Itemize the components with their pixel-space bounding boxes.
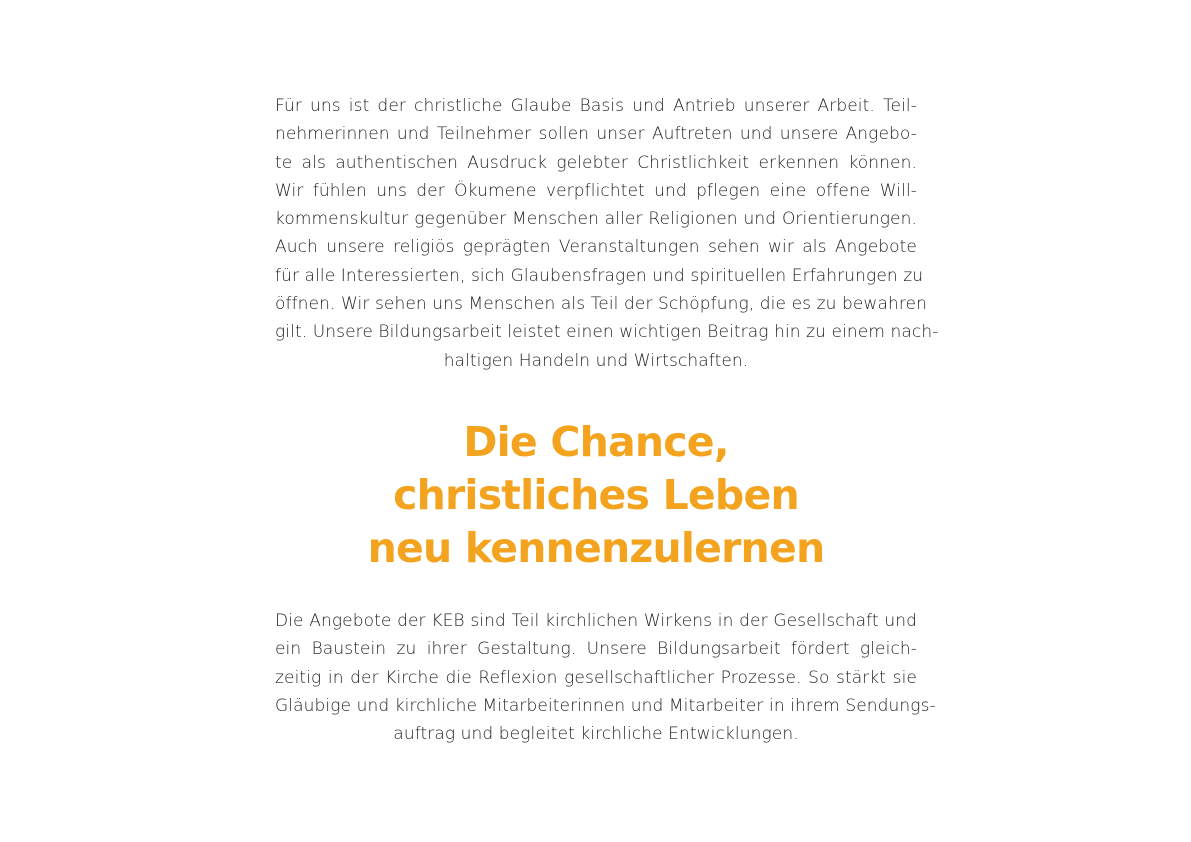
heading-line: Die Chance, [463, 418, 729, 466]
section-heading [275, 416, 917, 575]
heading-line: neu kennenzulernen [367, 524, 825, 572]
paragraph-line: Die Angebote der KEB sind Teil kirchlichen Wirkens in der Gesellschaft und [275, 611, 917, 631]
body-paragraph [275, 607, 936, 748]
paragraph-line: te als authentischen Ausdruck gelebter Christlichkeit erkennen können. [275, 152, 917, 173]
paragraph-line: Für uns ist der christliche Glaube Basis und Antrieb unserer Arbeit. Teil- [275, 96, 917, 116]
paragraph-line: öffnen. Wir sehen uns Menschen als Teil der Schöpfung, die es zu bewahren [275, 294, 927, 315]
paragraph-line: Gläubige und kirchliche Mitarbeiterinnen und Mitarbeiter in ihrem Sendungs- [275, 695, 936, 716]
paragraph-line: ein Baustein zu ihrer Gestaltung. Unsere Bildungsarbeit fördert gleich- [275, 639, 917, 660]
paragraph-line: nehmerinnen und Teilnehmer sollen unser Auftreten und unsere Angebo- [275, 124, 917, 145]
paragraph-line: für alle Interessierten, sich Glaubensfragen und spirituellen Erfahrungen zu [275, 265, 924, 286]
paragraph-line: kommenskultur gegenüber Menschen aller Religionen und Orientierungen. [275, 209, 917, 230]
paragraph-line: gilt. Unsere Bildungsarbeit leistet einen wichtigen Beitrag hin zu einem nach- [275, 322, 939, 343]
paragraph-line: zeitig in der Kirche die Reflexion gesellschaftlicher Prozesse. So stärkt sie [275, 667, 917, 688]
heading-line: christliches Leben [393, 471, 799, 519]
paragraph-line: haltigen Handeln und Wirtschaften. [443, 350, 749, 371]
intro-paragraph [275, 92, 939, 375]
paragraph-line: auftrag und begleitet kirchliche Entwicklungen. [393, 724, 799, 745]
paragraph-line: Auch unsere religiös geprägten Veranstaltungen sehen wir als Angebote [275, 237, 917, 258]
paragraph-line: Wir fühlen uns der Ökumene verpflichtet und pflegen eine offene Will- [275, 180, 917, 201]
